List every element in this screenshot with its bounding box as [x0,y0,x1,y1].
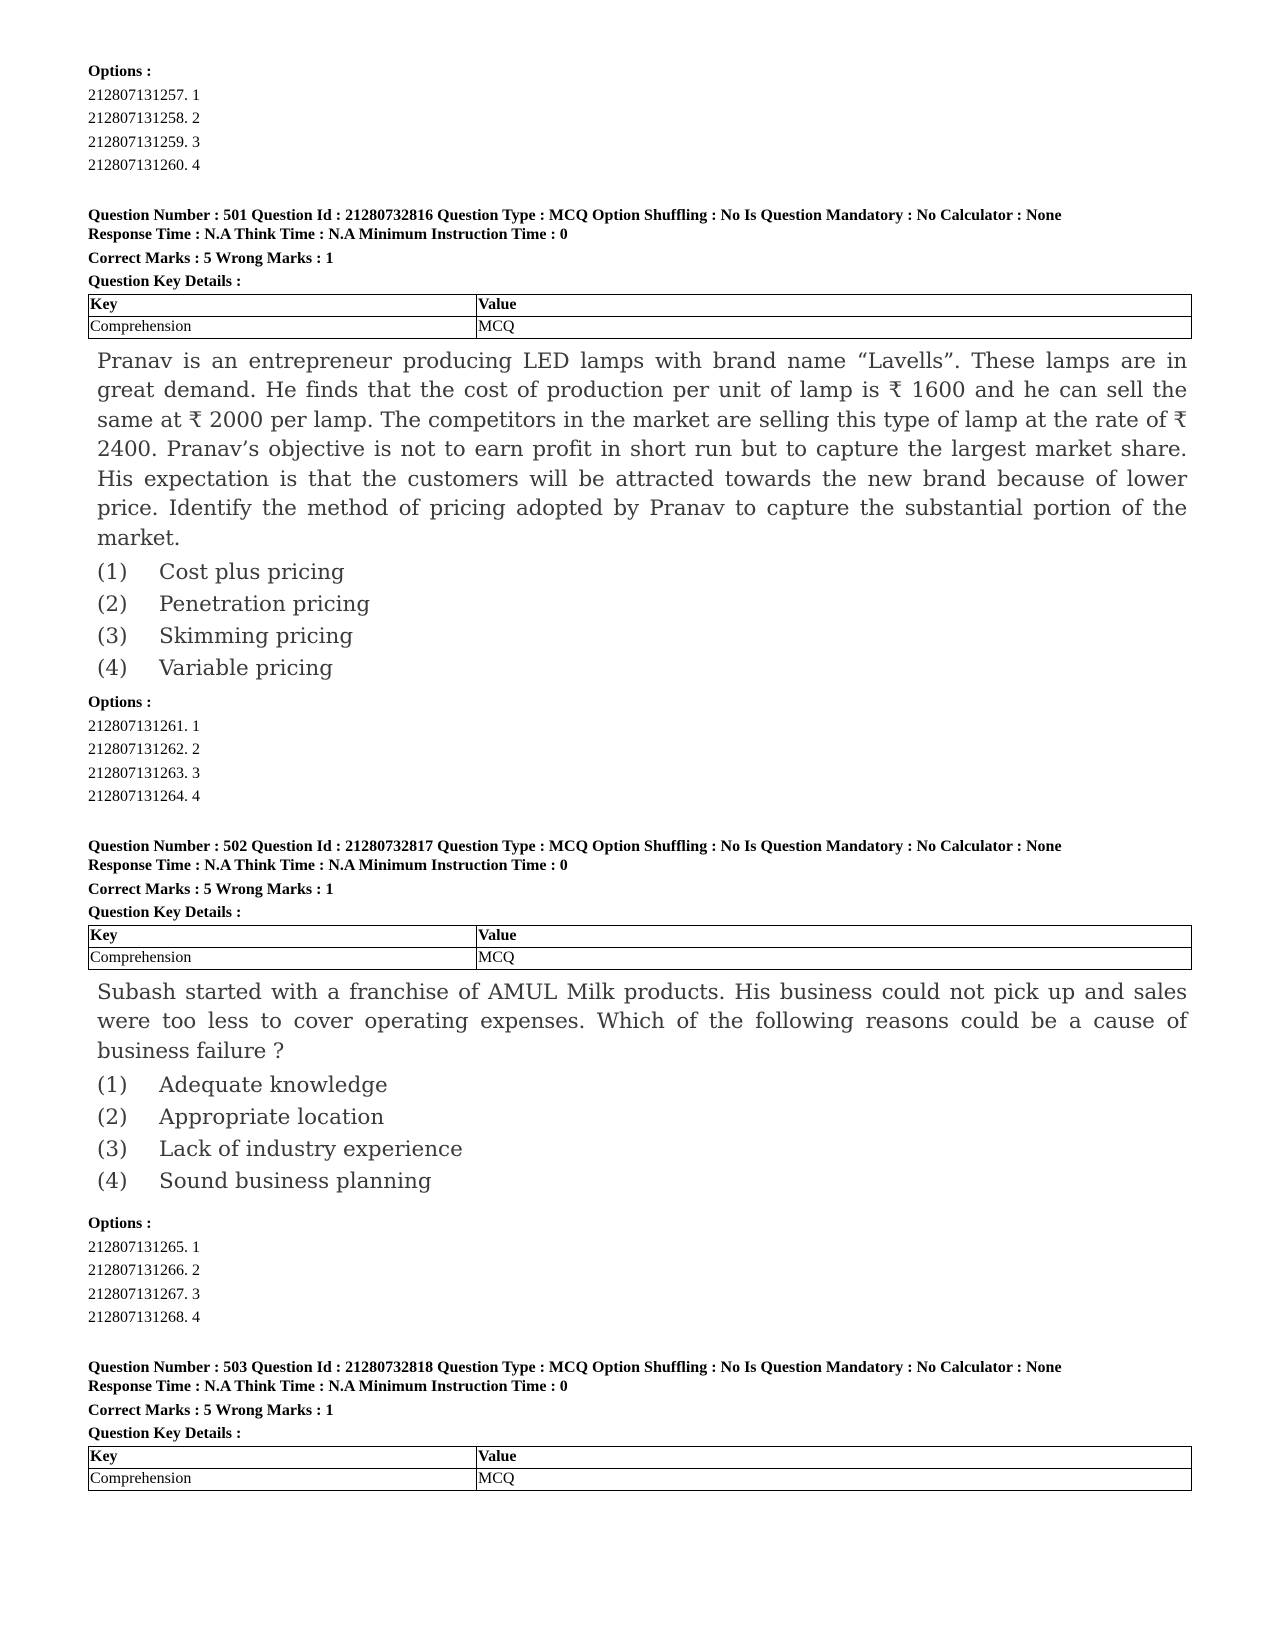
choice-item [97,557,1187,589]
question-meta-line: Question Number : 502 Question Id : 21280732817 Question Type : MCQ Option Shuffling : No Is Question Mandatory : No Calculator : None [88,837,1062,855]
table-cell-value: MCQ [477,1468,1192,1490]
choice-item [97,1166,1187,1198]
choice-item [97,621,1187,653]
key-details-label: Question Key Details : [88,903,242,921]
key-value-table [88,294,1192,339]
question-text: Pranav is an entrepreneur producing LED lamps with brand name “Lavells”. These lamps are in great demand. He finds that the cost of production per unit of lamp is ₹ 1600 and he can sell the same at ₹ 2000 per lamp. The competitors in the market are selling this type of lamp at the rate of ₹ 2400. Pranav’s objective is not to earn profit in short run but to capture the largest market share. His expectation is that the customers will be attracted towards the new brand because of lower price. Identify the method of pricing adopted by Pranav to capture the substantial portion of the market. [97,348,1187,551]
choice-label: Cost plus pricing [159,560,345,585]
question-502 [88,837,1188,1330]
choice-label: Variable pricing [159,656,333,681]
option-line: 212807131267. 3 [88,1285,200,1303]
option-line: 212807131258. 2 [88,110,200,127]
table-cell-key: Comprehension [89,1468,477,1490]
document-page [88,60,1188,1491]
question-text-image [88,978,1187,1199]
table-cell-value: MCQ [477,947,1192,969]
choice-number: (3) [97,1137,128,1162]
options-heading: Options : [88,694,152,711]
marks-line: Correct Marks : 5 Wrong Marks : 1 [88,880,334,898]
key-value-table [88,1446,1192,1491]
table-header-value: Value [477,1446,1192,1468]
choice-number: (4) [97,656,128,681]
table-cell-key: Comprehension [89,316,477,338]
table-header-row [89,1446,1192,1468]
choice-label: Lack of industry experience [159,1137,463,1162]
table-header-row [89,925,1192,947]
question-503 [88,1358,1188,1491]
option-line: 212807131264. 4 [88,788,200,805]
table-cell-key: Comprehension [89,947,477,969]
marks-line: Correct Marks : 5 Wrong Marks : 1 [88,249,334,267]
marks-line: Correct Marks : 5 Wrong Marks : 1 [88,1401,334,1419]
table-header-row [89,294,1192,316]
choice-number: (1) [97,560,128,585]
options-block-502 [88,1212,1188,1330]
question-meta-line: Response Time : N.A Think Time : N.A Minimum Instruction Time : 0 [88,1377,568,1395]
choice-label: Penetration pricing [159,592,371,617]
option-line: 212807131262. 2 [88,741,200,758]
option-line: 212807131257. 1 [88,86,200,104]
option-line: 212807131260. 4 [88,157,200,174]
option-line: 212807131261. 1 [88,717,200,735]
choice-item [97,1134,1187,1166]
choice-label: Sound business planning [159,1169,432,1194]
options-heading: Options : [88,63,152,80]
question-501 [88,206,1188,809]
option-line: 212807131263. 3 [88,764,200,782]
choice-number: (1) [97,1073,128,1098]
choice-item [97,589,1187,621]
question-meta-line: Question Number : 503 Question Id : 21280732818 Question Type : MCQ Option Shuffling : No Is Question Mandatory : No Calculator : None [88,1358,1062,1376]
option-line: 212807131268. 4 [88,1309,200,1326]
choice-number: (2) [97,592,128,617]
key-details-label: Question Key Details : [88,1424,242,1442]
choice-list [97,557,1187,685]
choice-number: (3) [97,624,128,649]
key-details-label: Question Key Details : [88,272,242,290]
options-block-501 [88,691,1188,809]
choice-item [97,653,1187,685]
question-meta-line: Response Time : N.A Think Time : N.A Minimum Instruction Time : 0 [88,225,568,243]
table-cell-value: MCQ [477,316,1192,338]
choice-label: Skimming pricing [159,624,354,649]
table-header-key: Key [89,1446,477,1468]
table-header-key: Key [89,925,477,947]
key-value-table [88,925,1192,970]
choice-item [97,1070,1187,1102]
table-header-key: Key [89,294,477,316]
question-meta-line: Question Number : 501 Question Id : 21280732816 Question Type : MCQ Option Shuffling : No Is Question Mandatory : No Calculator : None [88,206,1062,224]
option-line: 212807131266. 2 [88,1262,200,1279]
table-row [89,947,1192,969]
table-header-value: Value [477,294,1192,316]
table-header-value: Value [477,925,1192,947]
choice-label: Appropriate location [159,1105,385,1130]
option-line: 212807131259. 3 [88,133,200,151]
options-heading: Options : [88,1215,152,1232]
options-block-500 [88,60,1188,178]
table-row [89,316,1192,338]
table-row [89,1468,1192,1490]
choice-number: (2) [97,1105,128,1130]
question-text: Subash started with a franchise of AMUL Milk products. His business could not pick up and sales were too less to cover operating expenses. Which of the following reasons could be a cause of business failure ? [97,979,1187,1064]
option-line: 212807131265. 1 [88,1238,200,1256]
choice-number: (4) [97,1169,128,1194]
choice-item [97,1102,1187,1134]
question-text-image [88,347,1187,686]
choice-list [97,1070,1187,1198]
choice-label: Adequate knowledge [159,1073,388,1098]
question-meta-line: Response Time : N.A Think Time : N.A Minimum Instruction Time : 0 [88,856,568,874]
